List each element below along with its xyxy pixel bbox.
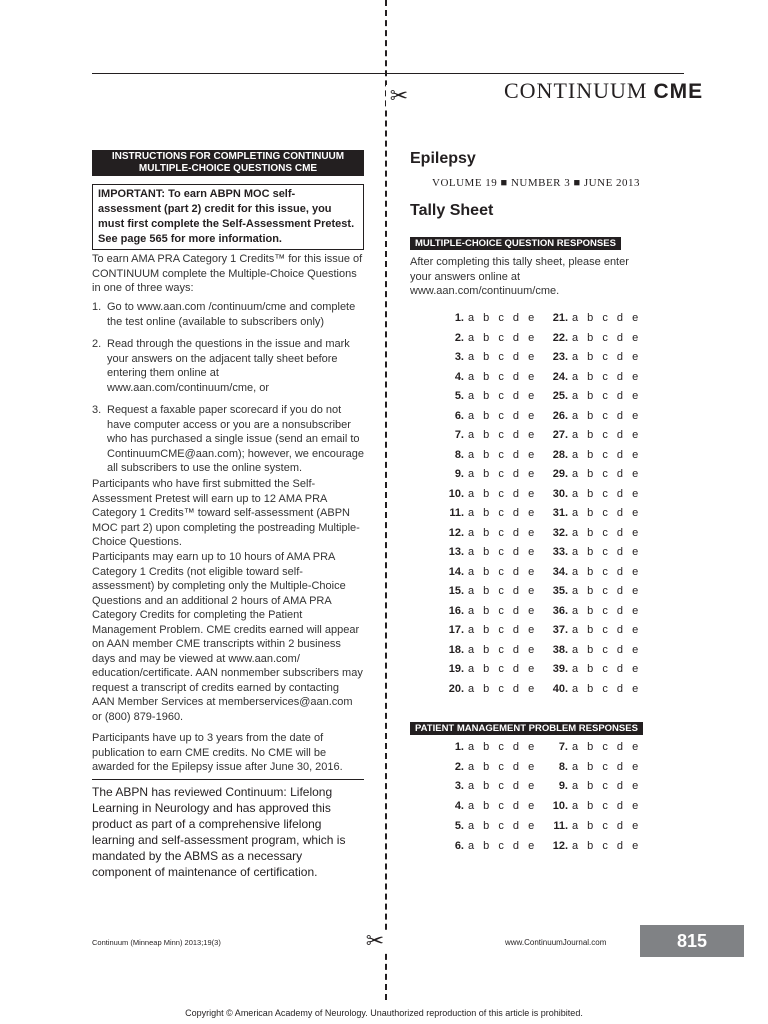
answer-row[interactable] (542, 390, 641, 402)
question-number: 12. (448, 526, 464, 539)
answer-row[interactable] (438, 585, 537, 597)
question-number: 37. (552, 624, 568, 636)
answer-row[interactable] (438, 390, 537, 402)
answer-row[interactable] (542, 605, 641, 617)
answer-choices[interactable]: a b c d e (572, 507, 642, 519)
question-number: 32. (552, 526, 568, 539)
step-text: Read through the questions in the issue and mark your answers on the adjacent tally sheet before entering them online at www.aan.com/continuum/cme, or (107, 338, 350, 394)
answer-row[interactable] (438, 312, 537, 324)
years-paragraph: Participants have up to 3 years from the date of publication to earn CME credits. No CME will be awarded for the Epilepsy issue after June 30, 2016. (92, 732, 343, 773)
question-number: 18. (448, 643, 464, 656)
answer-choices[interactable]: a b c d e (468, 448, 538, 461)
answer-choices[interactable]: a b c d e (468, 546, 538, 558)
answer-row[interactable] (542, 546, 641, 558)
answer-choices[interactable]: a b c d e (468, 839, 538, 852)
question-number: 33. (552, 546, 568, 558)
answer-row[interactable] (438, 780, 537, 792)
question-number: 5. (454, 390, 464, 402)
step-item (92, 300, 364, 329)
brand-name: CONTINUUM (504, 78, 648, 103)
answer-row[interactable] (438, 410, 537, 422)
question-number: 1. (454, 312, 464, 324)
question-number: 11. (553, 819, 568, 832)
question-number: 5. (454, 819, 464, 832)
question-number: 21. (552, 312, 568, 324)
answer-choices[interactable]: a b c d e (572, 526, 642, 539)
answer-choices[interactable]: a b c d e (468, 800, 538, 813)
answer-row[interactable] (438, 468, 537, 480)
answer-row[interactable] (542, 663, 641, 675)
tally-title: Tally Sheet (410, 202, 494, 219)
brand-logo (504, 78, 703, 104)
answer-choices[interactable]: a b c d e (468, 370, 538, 383)
answer-choices[interactable]: a b c d e (468, 663, 538, 675)
answer-row[interactable] (542, 351, 641, 363)
answer-row[interactable] (542, 644, 641, 656)
answer-choices[interactable]: a b c d e (572, 546, 642, 558)
answer-choices[interactable]: a b c d e (468, 604, 538, 617)
answer-choices[interactable]: a b c d e (572, 351, 642, 363)
question-number: 34. (552, 565, 568, 578)
answer-row[interactable] (542, 800, 641, 812)
pretest-paragraph: Participants who have first submitted the Self-Assessment Pretest will earn up to 12 AMA PRA Category 1 Credits™ toward self-assessment (ABPN MOC part 2) upon completing the postreading Multiple-Choice Questions. (92, 478, 360, 548)
answer-choices[interactable]: a b c d e (572, 682, 642, 695)
question-number: 7. (558, 741, 568, 753)
important-box: IMPORTANT: To earn ABPN MOC self-assessment (part 2) credit for this issue, you must first complete the Self-Assessment Pretest. See page 565 for more information. (92, 184, 364, 250)
answer-choices[interactable]: a b c d e (572, 663, 642, 675)
answer-row[interactable] (542, 429, 641, 441)
question-number: 24. (552, 370, 568, 383)
scissors-icon: ✂ (362, 930, 388, 952)
hours-paragraph: Participants may earn up to 10 hours of AMA PRA Category 1 Credits (not eligible toward self-assessment) by completing only the Multiple-Choice Questions and an additional 2 hours of AMA PRA Category Credits for completing the Patient Management Problem. CME credits earned will appear on AAN member CME transcripts within 2 business days and may be viewed at www.aan.com/ education/certificate. AAN nonmember subscribers may request a transcript of credits earned by contacting AAN Member Services at memberservices@aan.com or (800) 879-1960. (92, 551, 363, 723)
answer-row[interactable] (438, 820, 537, 832)
question-number: 11. (449, 507, 464, 519)
step-item (92, 337, 364, 395)
question-number: 30. (552, 487, 568, 500)
volume-line: VOLUME 19 ■ NUMBER 3 ■ JUNE 2013 (432, 177, 641, 189)
question-number: 6. (454, 409, 464, 422)
question-number: 40. (552, 682, 568, 695)
answer-row[interactable] (438, 449, 537, 461)
answer-row[interactable] (542, 468, 641, 480)
question-number: 22. (552, 331, 568, 344)
answer-choices[interactable]: a b c d e (468, 468, 538, 480)
answer-choices[interactable]: a b c d e (468, 526, 538, 539)
answer-choices[interactable]: a b c d e (468, 409, 538, 422)
question-number: 17. (448, 624, 464, 636)
question-number: 27. (552, 429, 568, 441)
answer-choices[interactable]: a b c d e (468, 429, 538, 441)
answer-row[interactable] (438, 429, 537, 441)
copyright-notice: Copyright © American Academy of Neurology. Unauthorized reproduction of this article is prohibited. (185, 1008, 583, 1018)
step-text: Request a faxable paper scorecard if you do not have computer access or you are a nonsubscriber who has purchased a single issue (send an email to ContinuumCME@aan.com); however, we encourage all subscribers to use the online system. (107, 404, 364, 474)
answer-row[interactable] (542, 585, 641, 597)
steps-list (92, 300, 364, 484)
answer-choices[interactable]: a b c d e (468, 585, 538, 597)
answer-row[interactable] (542, 371, 641, 383)
step-number: 3. (92, 404, 102, 416)
question-number: 9. (558, 780, 568, 793)
answer-row[interactable] (438, 371, 537, 383)
issue-title: Epilepsy (410, 150, 476, 167)
question-number: 13. (448, 546, 464, 558)
answer-choices[interactable]: a b c d e (572, 448, 642, 461)
answer-choices[interactable]: a b c d e (468, 507, 538, 519)
answer-row[interactable] (542, 761, 641, 773)
abpn-statement: The ABPN has reviewed Continuum: Lifelong Learning in Neurology and has approved this product as part of a comprehensive lifelong learning and self-assessment program, which is mandated by the ABMS as a necessary component of maintenance of certification. (92, 785, 346, 879)
question-number: 23. (552, 351, 568, 363)
citation: Continuum (Minneap Minn) 2013;19(3) (92, 938, 221, 947)
answer-row[interactable] (438, 507, 537, 519)
step-number: 1. (92, 301, 102, 313)
answer-choices[interactable]: a b c d e (468, 487, 538, 500)
answer-choices[interactable]: a b c d e (468, 624, 538, 636)
question-number: 10. (552, 800, 568, 813)
question-number: 31. (552, 507, 568, 519)
question-number: 16. (448, 604, 464, 617)
answer-choices[interactable]: a b c d e (572, 643, 642, 656)
answer-choices[interactable]: a b c d e (468, 312, 538, 324)
answer-row[interactable] (542, 780, 641, 792)
scissors-icon: ✂ (386, 85, 412, 107)
question-number: 4. (454, 800, 464, 813)
question-number: 36. (552, 604, 568, 617)
question-number: 29. (552, 468, 568, 480)
brand-suffix: CME (653, 80, 704, 103)
answer-row[interactable] (438, 800, 537, 812)
step-text: Go to www.aan.com /continuum/cme and complete the test online (available to subscribers only) (107, 301, 356, 328)
answer-row[interactable] (438, 488, 537, 500)
intro-text: To earn AMA PRA Category 1 Credits™ for this issue of CONTINUUM complete the Multiple-Choice Questions in one of three ways: (92, 253, 363, 294)
answer-choices[interactable]: a b c d e (572, 429, 642, 441)
answer-row[interactable] (542, 624, 641, 636)
answer-row[interactable] (542, 507, 641, 519)
answer-row[interactable] (542, 332, 641, 344)
answer-row[interactable] (438, 546, 537, 558)
question-number: 9. (454, 468, 464, 480)
answer-row[interactable] (438, 663, 537, 675)
question-number: 2. (454, 760, 464, 773)
step-item (92, 403, 364, 476)
answer-choices[interactable]: a b c d e (468, 565, 538, 578)
question-number: 15. (448, 585, 464, 597)
answer-choices[interactable]: a b c d e (468, 741, 538, 753)
answer-row[interactable] (542, 527, 641, 539)
answer-choices[interactable]: a b c d e (572, 604, 642, 617)
question-number: 19. (448, 663, 464, 675)
answer-choices[interactable]: a b c d e (468, 819, 538, 832)
question-number: 35. (552, 585, 568, 597)
answer-row[interactable] (438, 761, 537, 773)
answer-choices[interactable]: a b c d e (572, 487, 642, 500)
step-number: 2. (92, 338, 102, 350)
question-number: 8. (454, 448, 464, 461)
answer-row[interactable] (542, 488, 641, 500)
question-number: 38. (552, 643, 568, 656)
answer-choices[interactable]: a b c d e (572, 839, 642, 852)
answer-choices[interactable]: a b c d e (572, 585, 642, 597)
answer-row[interactable] (542, 683, 641, 695)
answer-row[interactable] (542, 566, 641, 578)
answer-choices[interactable]: a b c d e (572, 565, 642, 578)
answer-choices[interactable]: a b c d e (468, 760, 538, 773)
question-number: 26. (552, 409, 568, 422)
answer-row[interactable] (438, 624, 537, 636)
answer-choices[interactable]: a b c d e (572, 780, 642, 793)
answer-choices[interactable]: a b c d e (572, 800, 642, 813)
answer-choices[interactable]: a b c d e (468, 643, 538, 656)
question-number: 8. (558, 760, 568, 773)
answer-choices[interactable]: a b c d e (572, 741, 642, 753)
answer-row[interactable] (542, 312, 641, 324)
question-number: 6. (454, 839, 464, 852)
answer-row[interactable] (438, 332, 537, 344)
answer-row[interactable] (438, 741, 537, 753)
answer-choices[interactable]: a b c d e (468, 390, 538, 402)
header-rule (92, 73, 684, 74)
pmp-heading: PATIENT MANAGEMENT PROBLEM RESPONSES (410, 722, 643, 735)
question-number: 39. (552, 663, 568, 675)
question-number: 14. (448, 565, 464, 578)
answer-row[interactable] (542, 449, 641, 461)
answer-choices[interactable]: a b c d e (572, 468, 642, 480)
question-number: 7. (454, 429, 464, 441)
answer-choices[interactable]: a b c d e (572, 331, 642, 344)
instructions-heading: INSTRUCTIONS FOR COMPLETING CONTINUUM MULTIPLE-CHOICE QUESTIONS CME (92, 150, 364, 176)
answer-row[interactable] (542, 741, 641, 753)
answer-choices[interactable]: a b c d e (572, 312, 642, 324)
answer-choices[interactable]: a b c d e (572, 760, 642, 773)
question-number: 3. (454, 351, 464, 363)
answer-row[interactable] (542, 820, 641, 832)
answer-choices[interactable]: a b c d e (572, 624, 642, 636)
answer-choices[interactable]: a b c d e (468, 351, 538, 363)
question-number: 1. (454, 741, 464, 753)
cut-line (385, 0, 387, 1000)
answer-choices[interactable]: a b c d e (572, 819, 642, 832)
mc-instructions: After completing this tally sheet, please enter your answers online at www.aan.com/continuum/cme. (410, 256, 629, 297)
answer-choices[interactable]: a b c d e (572, 390, 642, 402)
question-number: 4. (454, 370, 464, 383)
answer-row[interactable] (542, 410, 641, 422)
answer-row[interactable] (438, 566, 537, 578)
answer-row[interactable] (438, 840, 537, 852)
answer-row[interactable] (438, 351, 537, 363)
answer-choices[interactable]: a b c d e (468, 780, 538, 793)
question-number: 2. (454, 331, 464, 344)
question-number: 25. (552, 390, 568, 402)
question-number: 12. (552, 839, 568, 852)
question-number: 3. (454, 780, 464, 793)
answer-choices[interactable]: a b c d e (468, 331, 538, 344)
page-number: 815 (640, 925, 744, 957)
website: www.ContinuumJournal.com (505, 938, 607, 947)
answer-choices[interactable]: a b c d e (572, 409, 642, 422)
answer-row[interactable] (438, 527, 537, 539)
question-number: 28. (552, 448, 568, 461)
mc-heading: MULTIPLE-CHOICE QUESTION RESPONSES (410, 237, 621, 250)
answer-row[interactable] (542, 840, 641, 852)
answer-choices[interactable]: a b c d e (468, 682, 538, 695)
section-divider (92, 779, 364, 780)
question-number: 10. (448, 487, 464, 500)
answer-choices[interactable]: a b c d e (572, 370, 642, 383)
answer-row[interactable] (438, 644, 537, 656)
answer-row[interactable] (438, 605, 537, 617)
answer-row[interactable] (438, 683, 537, 695)
question-number: 20. (448, 682, 464, 695)
